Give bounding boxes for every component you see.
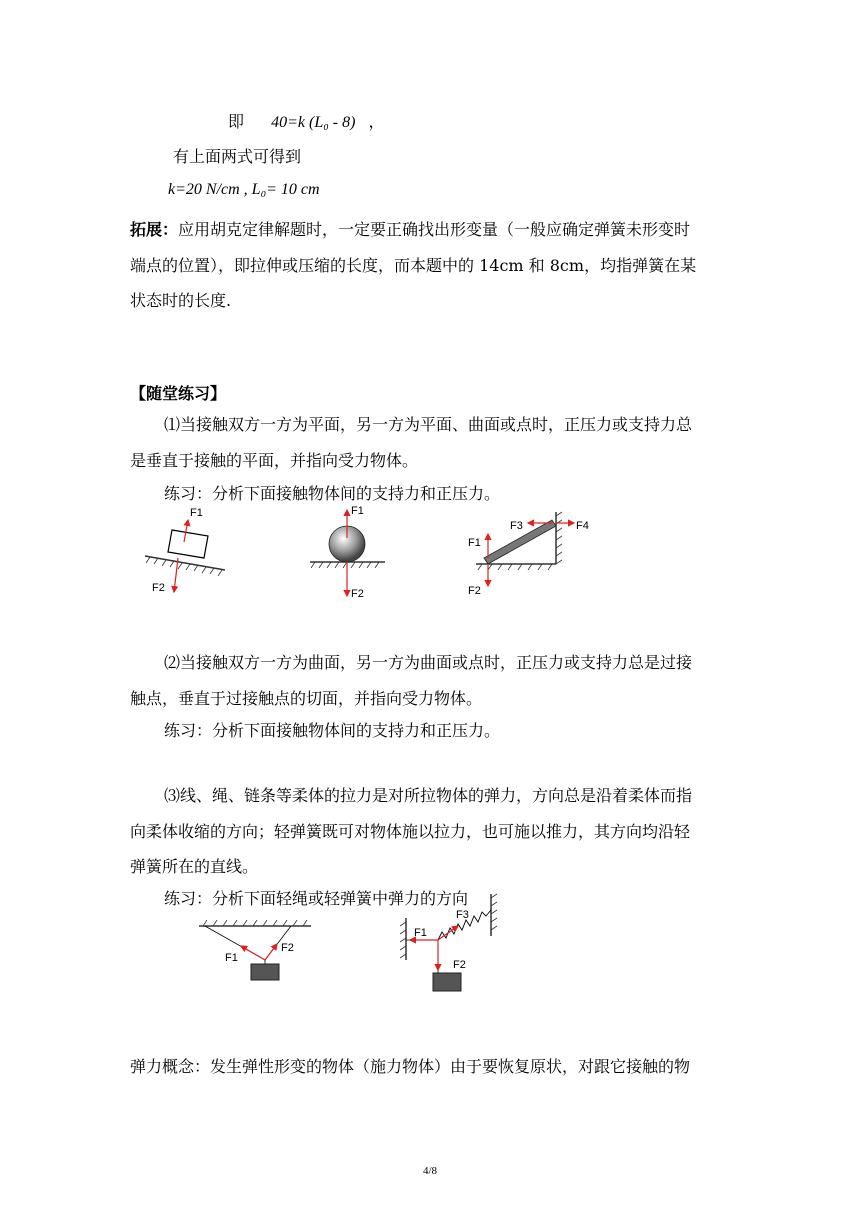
hanging-block bbox=[433, 973, 461, 991]
extension-line-3: 状态时的长度. bbox=[130, 291, 232, 310]
label-f3: F3 bbox=[456, 909, 469, 921]
label-f1: F1 bbox=[468, 537, 481, 549]
label-f3: F3 bbox=[510, 520, 523, 532]
exercise-2: 练习：分析下面接触物体间的支持力和正压力。 bbox=[164, 721, 501, 740]
extension-line-1 bbox=[130, 220, 690, 240]
arrow-f2 bbox=[265, 944, 277, 960]
equation-line-1 bbox=[228, 112, 385, 133]
exercise-1: 练习：分析下面接触物体间的支持力和正压力。 bbox=[164, 484, 501, 503]
result-equation: k=20 N/cm , L₀= 10 cm bbox=[168, 181, 320, 198]
arrow-f1 bbox=[241, 946, 265, 960]
label-f1: F1 bbox=[190, 507, 203, 519]
combine-text: 有上面两式可得到 bbox=[173, 147, 302, 166]
label-f1: F1 bbox=[414, 927, 427, 939]
extension-line-2: 端点的位置），即拉伸或压缩的长度，而本题中的 14cm 和 8cm，均指弹簧在某 bbox=[130, 256, 697, 275]
elastic-force-concept: 弹力概念：发生弹性形变的物体（施力物体）由于要恢复原状，对跟它接触的物 bbox=[130, 1057, 691, 1076]
label-f4: F4 bbox=[576, 520, 589, 532]
label-f2: F2 bbox=[152, 582, 165, 594]
label-f2: F2 bbox=[468, 585, 481, 597]
incline-surface bbox=[145, 556, 225, 570]
figure-incline-block bbox=[140, 500, 240, 600]
figure-rope-hanging bbox=[195, 918, 325, 988]
para2-line-1: ⑵当接触双方一方为曲面，另一方为曲面或点时，正压力或支持力总是过接 bbox=[164, 653, 693, 672]
label-f2: F2 bbox=[281, 942, 294, 954]
para1-line-1: ⑴当接触双方一方为平面，另一方为平面、曲面或点时，正压力或支持力总 bbox=[164, 415, 693, 434]
label-f2: F2 bbox=[453, 959, 466, 971]
label-f1: F1 bbox=[351, 505, 364, 517]
para3-line-3: 弹簧所在的直线。 bbox=[130, 857, 259, 876]
para3-line-2: 向柔体收缩的方向；轻弹簧既可对物体施以拉力，也可施以推力，其方向均沿轻 bbox=[130, 822, 691, 841]
extension-label: 拓展： bbox=[130, 220, 179, 239]
label-f2: F2 bbox=[351, 588, 364, 600]
section-heading: 【随堂练习】 bbox=[130, 384, 227, 403]
extension-text-1: 应用胡克定律解题时，一定要正确找出形变量（一般应确定弹簧未形变时 bbox=[178, 220, 691, 239]
exercise-3: 练习：分析下面轻绳或轻弹簧中弹力的方向 bbox=[164, 889, 469, 908]
eq-prefix: 即 bbox=[228, 112, 245, 131]
hanging-block bbox=[251, 964, 279, 980]
para1-line-2: 是垂直于接触的平面，并指向受力物体。 bbox=[130, 451, 419, 470]
label-f1: F1 bbox=[225, 952, 238, 964]
arrow-f2 bbox=[174, 558, 178, 592]
eq-expression: 40=k (L₀ - 8) bbox=[271, 114, 356, 131]
page-number: 4/8 bbox=[422, 1165, 438, 1177]
para2-line-2: 触点，垂直于过接触点的切面，并指向受力物体。 bbox=[130, 689, 483, 708]
block bbox=[168, 530, 208, 558]
para3-line-1: ⑶线、绳、链条等柔体的拉力是对所拉物体的弹力，方向总是沿着柔体而指 bbox=[164, 786, 693, 805]
eq-suffix: ， bbox=[368, 112, 385, 131]
figure-spring-wall bbox=[396, 890, 511, 996]
figure-rod-wall bbox=[462, 500, 602, 600]
figure-ball bbox=[305, 500, 395, 600]
